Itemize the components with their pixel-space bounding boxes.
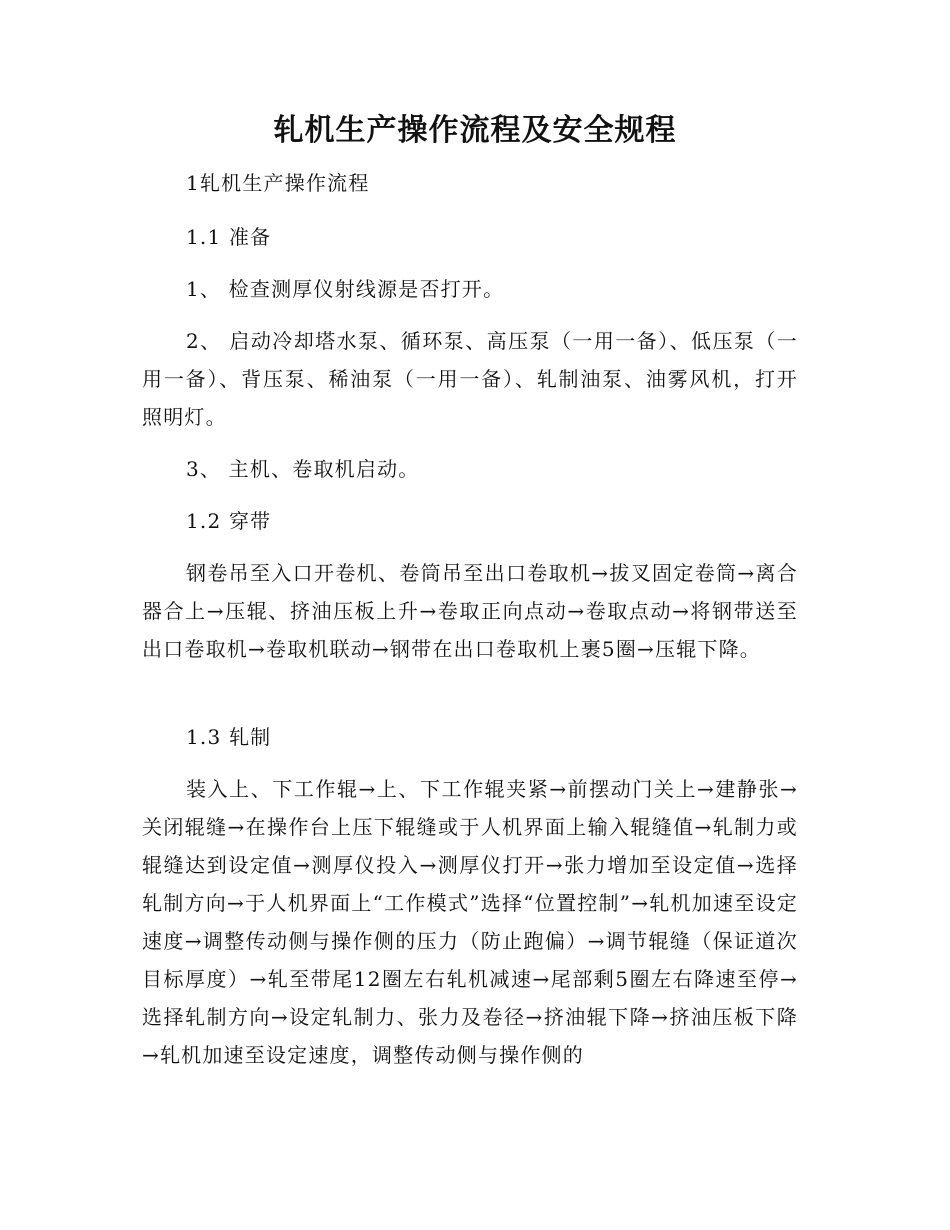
- prep-item-2: 2、 启动冷却塔水泵、循环泵、高压泵（一用一备）、低压泵（一用一备）、背压泵、稀油泵（一用一备）、轧制油泵、油雾风机，打开照明灯。: [142, 329, 798, 429]
- document-title: 轧机生产操作流程及安全规程: [273, 113, 677, 148]
- prep-item-3: 3、 主机、卷取机启动。: [186, 457, 420, 481]
- subsection-heading-1-2: 1.2 穿带: [186, 509, 272, 533]
- threading-paragraph: 钢卷吊至入口开卷机、卷筒吊至出口卷取机→拔叉固定卷筒→离合器合上→压辊、挤油压板上升→卷取正向点动→卷取点动→将钢带送至出口卷取机→卷取机联动→钢带在出口卷取机上裹5圈→压辊下降。: [142, 561, 798, 661]
- subsection-heading-1-3: 1.3 轧制: [186, 725, 272, 749]
- rolling-paragraph: 装入上、下工作辊→上、下工作辊夹紧→前摆动门关上→建静张→关闭辊缝→在操作台上压下辊缝或于人机界面上输入辊缝值→轧制力或辊缝达到设定值→测厚仪投入→测厚仪打开→张力增加至设定值→选择轧制方向→于人机界面上“工作模式”选择“位置控制”→轧机加速至设定速度→调整传动侧与操作侧的压力（防止跑偏）→调节辊缝（保证道次目标厚度）→轧至带尾12圈左右轧机减速→尾部剩5圈左右降速至停→选择轧制方向→设定轧制力、张力及卷径→挤油辊下降→挤油压板下降→轧机加速至设定速度，调整传动侧与操作侧的: [142, 777, 798, 1067]
- prep-item-1: 1、 检查测厚仪射线源是否打开。: [186, 277, 505, 301]
- subsection-heading-1-1: 1.1 准备: [186, 225, 272, 249]
- section-heading-1: 1轧机生产操作流程: [186, 171, 370, 195]
